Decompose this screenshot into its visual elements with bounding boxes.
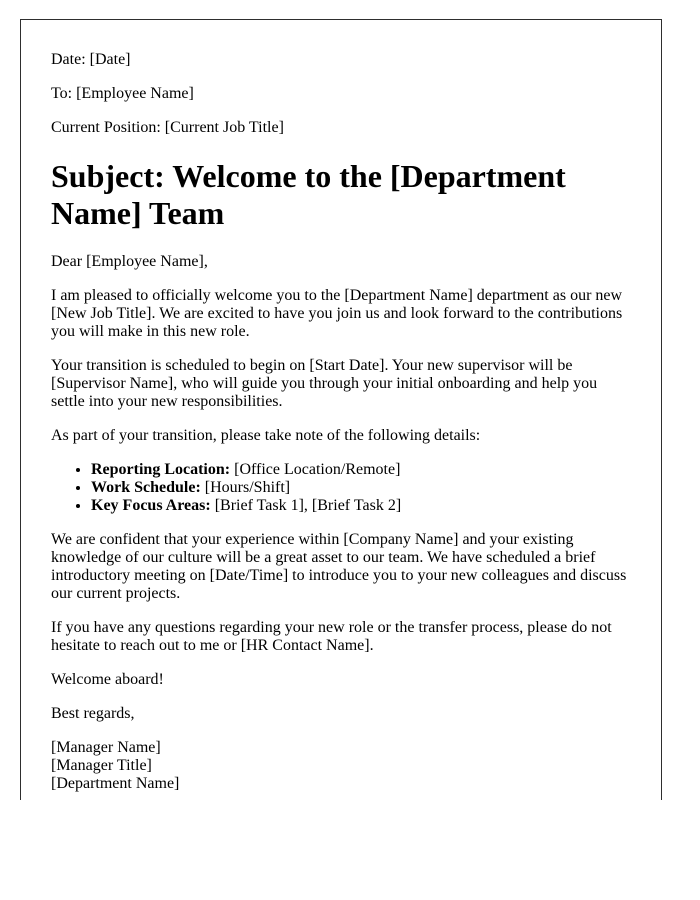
signature-manager-name: [Manager Name] — [51, 738, 161, 756]
signature-block — [51, 739, 631, 793]
detail-label: Key Focus Areas: — [91, 496, 211, 514]
to-line: To: [Employee Name] — [51, 85, 194, 102]
subject-heading: Subject: Welcome to the [Department Name] Team — [51, 158, 566, 231]
paragraph-questions: If you have any questions regarding your new role or the transfer process, please do not hesitate to reach out to me or [HR Contact Name]. — [51, 618, 612, 654]
detail-value: [Hours/Shift] — [204, 478, 291, 496]
details-list — [51, 461, 631, 515]
letter-document — [20, 19, 662, 800]
signature-manager-title: [Manager Title] — [51, 756, 152, 774]
paragraph-details-intro: As part of your transition, please take note of the following details: — [51, 426, 481, 444]
detail-label: Work Schedule: — [91, 478, 201, 496]
list-item-key-focus-areas — [91, 497, 631, 515]
salutation: Dear [Employee Name], — [51, 252, 208, 270]
date-line: Date: [Date] — [51, 51, 131, 68]
closing-line: Best regards, — [51, 704, 135, 722]
paragraph-transition: Your transition is scheduled to begin on [Start Date]. Your new supervisor will be [Supervisor Name], who will guide you through your initial onboarding and help you settle into your new responsibilities. — [51, 356, 598, 410]
list-item-work-schedule — [91, 479, 631, 497]
signature-department-name: [Department Name] — [51, 774, 180, 792]
detail-value: [Brief Task 1], [Brief Task 2] — [214, 496, 402, 514]
detail-value: [Office Location/Remote] — [234, 460, 401, 478]
position-line: Current Position: [Current Job Title] — [51, 119, 284, 136]
paragraph-confidence: We are confident that your experience within [Company Name] and your existing knowledge of our culture will be a great asset to our team. We have scheduled a brief introductory meeting on [Date/Time] to introduce you to your new colleagues and discuss our current projects. — [51, 530, 627, 602]
paragraph-intro: I am pleased to officially welcome you to the [Department Name] department as our new [New Job Title]. We are excited to have you join us and look forward to the contributions you will make in this new role. — [51, 286, 623, 340]
detail-label: Reporting Location: — [91, 460, 231, 478]
welcome-line: Welcome aboard! — [51, 670, 164, 688]
list-item-reporting-location — [91, 461, 631, 479]
